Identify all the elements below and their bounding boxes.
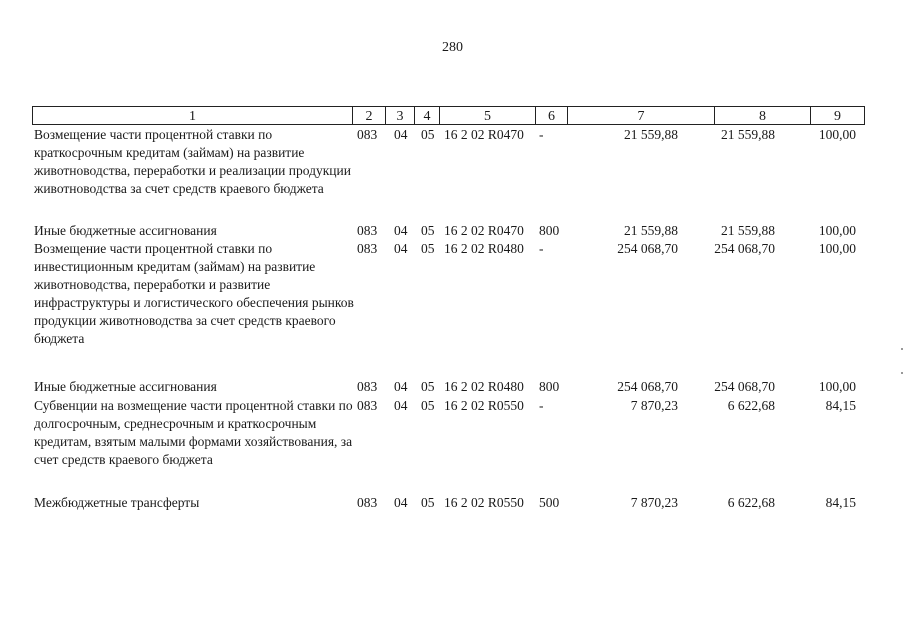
- page-number: 280: [442, 40, 463, 55]
- row-description: Иные бюджетные ассигнования: [34, 223, 217, 238]
- row-description: Межбюджетные трансферты: [34, 495, 200, 510]
- cell-admin-code: 083: [357, 379, 378, 394]
- cell-target-article: 16 2 02 R0470: [444, 127, 524, 142]
- cell-col7: 21 559,88: [624, 127, 678, 142]
- cell-col8: 254 068,70: [714, 241, 775, 256]
- row-description: Иные бюджетные ассигнования: [34, 379, 217, 394]
- cell-col7: 254 068,70: [617, 379, 678, 394]
- cell-admin-code: 083: [357, 127, 378, 142]
- cell-col8: 6 622,68: [727, 495, 775, 510]
- cell-expense-type: -: [539, 241, 544, 256]
- cell-admin-code: 083: [357, 223, 378, 238]
- cell-col7: 7 870,23: [630, 495, 678, 510]
- cell-col9: 100,00: [818, 223, 856, 238]
- cell-subsection: 05: [421, 127, 435, 142]
- scan-speck: [901, 372, 903, 374]
- header-cell-6: 6: [536, 107, 568, 124]
- cell-section: 04: [394, 241, 408, 256]
- cell-expense-type: -: [539, 398, 544, 413]
- cell-expense-type: 500: [539, 495, 560, 510]
- cell-col9: 100,00: [818, 241, 856, 256]
- row-description: Возмещение части процентной ставки по краткосрочным кредитам (займам) на развитие животноводства, переработки и реализации продукции животноводства за счет средств краевого бюджета: [34, 127, 351, 196]
- cell-section: 04: [394, 223, 408, 238]
- cell-section: 04: [394, 379, 408, 394]
- cell-target-article: 16 2 02 R0550: [444, 495, 524, 510]
- row-description: Субвенции на возмещение части процентной ставки по долгосрочным, среднесрочным и краткосрочным кредитам, взятым малыми формами хозяйствования, за счет средств краевого бюджета: [34, 398, 353, 467]
- cell-subsection: 05: [421, 223, 435, 238]
- cell-col8: 254 068,70: [714, 379, 775, 394]
- cell-admin-code: 083: [357, 495, 378, 510]
- cell-section: 04: [394, 495, 408, 510]
- header-cell-2: 2: [353, 107, 386, 124]
- header-cell-4: 4: [415, 107, 440, 124]
- scan-speck: [901, 348, 903, 350]
- cell-target-article: 16 2 02 R0470: [444, 223, 524, 238]
- header-cell-9: 9: [834, 109, 841, 124]
- cell-admin-code: 083: [357, 241, 378, 256]
- cell-col9: 100,00: [818, 127, 856, 142]
- cell-col7: 7 870,23: [630, 398, 678, 413]
- row-description: Возмещение части процентной ставки по инвестиционным кредитам (займам) на развитие животноводства, переработки и развитие инфраструктуры и логистического обеспечения рынков продукции животноводства за счет средств краевого бюджета: [34, 241, 354, 346]
- header-cell-1: 1: [33, 107, 353, 124]
- header-cell-3: 3: [386, 107, 415, 124]
- cell-subsection: 05: [421, 495, 435, 510]
- cell-admin-code: 083: [357, 398, 378, 413]
- cell-section: 04: [394, 398, 408, 413]
- cell-col7: 254 068,70: [617, 241, 678, 256]
- table-header: [32, 106, 865, 125]
- cell-target-article: 16 2 02 R0480: [444, 379, 524, 394]
- cell-col7: 21 559,88: [624, 223, 678, 238]
- cell-col9: 100,00: [818, 379, 856, 394]
- cell-col8: 21 559,88: [721, 127, 775, 142]
- cell-col9: 84,15: [825, 398, 856, 413]
- cell-subsection: 05: [421, 398, 435, 413]
- header-cell-5: 5: [440, 107, 536, 124]
- cell-col8: 6 622,68: [727, 398, 775, 413]
- cell-target-article: 16 2 02 R0550: [444, 398, 524, 413]
- header-cell-7: 7: [568, 107, 715, 124]
- cell-subsection: 05: [421, 241, 435, 256]
- cell-expense-type: 800: [539, 223, 560, 238]
- cell-expense-type: 800: [539, 379, 560, 394]
- header-cell-8: 8: [715, 107, 811, 124]
- cell-target-article: 16 2 02 R0480: [444, 241, 524, 256]
- cell-subsection: 05: [421, 379, 435, 394]
- cell-section: 04: [394, 127, 408, 142]
- cell-col8: 21 559,88: [721, 223, 775, 238]
- cell-expense-type: -: [539, 127, 544, 142]
- cell-col9: 84,15: [825, 495, 856, 510]
